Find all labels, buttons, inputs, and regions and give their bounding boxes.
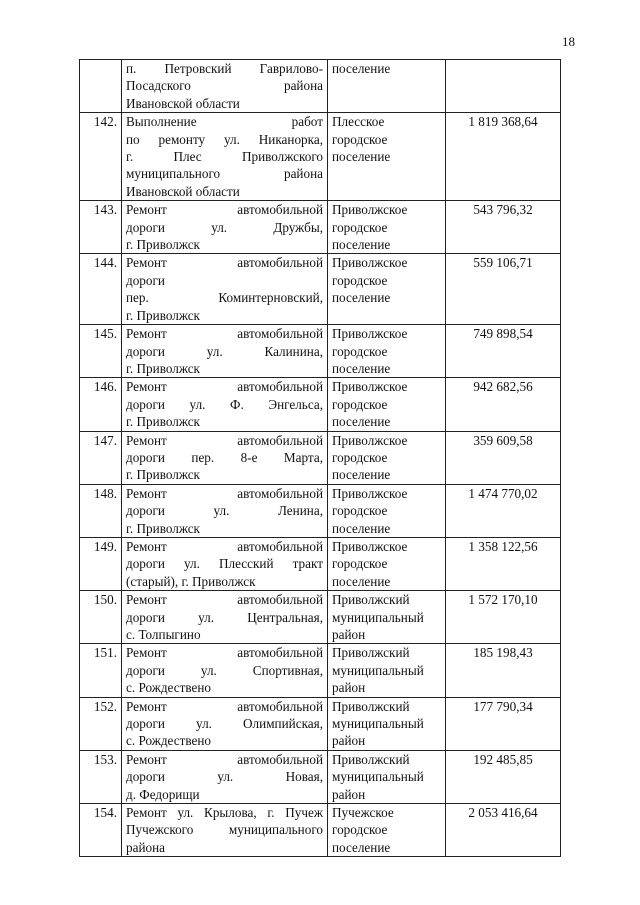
work-description-line: дороги ул. Олимпийская, (126, 716, 323, 732)
row-number: 146. (80, 378, 122, 431)
settlement-cell (328, 60, 446, 113)
settlement-line: поселение (332, 290, 391, 306)
works-table (79, 59, 561, 857)
work-description-line: дороги ул. Ф. Энгельса, (126, 396, 323, 412)
settlement-line: Приволжский (332, 645, 410, 661)
settlement-cell (328, 804, 446, 857)
work-description-cell (122, 591, 328, 644)
settlement-line: Приволжское (332, 326, 408, 342)
table-row (80, 60, 561, 113)
work-description-cell (122, 113, 328, 201)
settlement-line: городское (332, 822, 388, 838)
work-description-line: дороги ул. Плесский тракт (126, 556, 323, 572)
settlement-line: поселение (332, 520, 391, 536)
settlement-line: поселение (332, 360, 391, 376)
amount-cell: 1 358 122,56 (446, 537, 561, 590)
work-description-line: г. Приволжск (126, 467, 200, 483)
settlement-line: городское (332, 556, 388, 572)
work-description-line: г. Приволжск (126, 237, 200, 253)
work-description-line: пер. Коминтерновский, (126, 290, 323, 306)
work-description-line: района (126, 839, 166, 855)
work-description-line: (старый), г. Приволжск (126, 573, 256, 589)
work-description-line: дороги ул. Новая, (126, 769, 323, 785)
settlement-line: район (332, 733, 366, 749)
work-description-line: Выполнение работ (126, 114, 323, 130)
work-description-cell (122, 431, 328, 484)
work-description-line: с. Толпыгино (126, 627, 201, 642)
settlement-line: Приволжское (332, 432, 408, 448)
settlement-cell (328, 254, 446, 325)
settlement-line: Приволжский (332, 751, 410, 767)
table-row (80, 431, 561, 484)
work-description-cell (122, 378, 328, 431)
settlement-line: поселение (332, 149, 391, 165)
settlement-line: муниципальный (332, 609, 424, 625)
work-description-line: дороги ул. Центральная, (126, 609, 323, 625)
table-row (80, 254, 561, 325)
settlement-line: городское (332, 272, 388, 288)
settlement-line: поселение (332, 61, 391, 76)
work-description-line: по ремонту ул. Никанорка, (126, 131, 323, 147)
settlement-cell (328, 537, 446, 590)
amount-cell: 942 682,56 (446, 378, 561, 431)
work-description-cell (122, 201, 328, 254)
work-description-line: Ремонт автомобильной (126, 538, 323, 554)
work-description-line: п. Петровский Гаврилово- (126, 61, 323, 76)
row-number: 142. (80, 113, 122, 201)
settlement-cell (328, 378, 446, 431)
work-description-line: дороги пер. 8-е Марта, (126, 449, 323, 465)
amount-cell: 559 106,71 (446, 254, 561, 325)
settlement-cell (328, 697, 446, 750)
table-row (80, 378, 561, 431)
work-description-cell (122, 254, 328, 325)
table-body (80, 60, 561, 857)
settlement-line: муниципальный (332, 716, 424, 732)
settlement-line: городское (332, 396, 388, 412)
work-description-line: дороги ул. Дружбы, (126, 219, 323, 235)
settlement-line: муниципальный (332, 769, 424, 785)
work-description-line: дороги ул. Ленина, (126, 503, 323, 519)
work-description-line: дороги (126, 272, 165, 288)
amount-cell: 749 898,54 (446, 325, 561, 378)
settlement-line: Приволжское (332, 379, 408, 395)
work-description-line: Ремонт автомобильной (126, 326, 323, 342)
work-description-cell (122, 325, 328, 378)
settlement-line: Приволжское (332, 255, 408, 271)
work-description-line: Посадского района (126, 78, 323, 94)
settlement-line: район (332, 680, 366, 696)
settlement-line: Плесское (332, 114, 385, 130)
row-number: 154. (80, 804, 122, 857)
settlement-line: поселение (332, 573, 391, 589)
settlement-cell (328, 201, 446, 254)
row-number: 144. (80, 254, 122, 325)
settlement-cell (328, 431, 446, 484)
settlement-line: муниципальный (332, 662, 424, 678)
work-description-line: Ремонт автомобильной (126, 592, 323, 608)
work-description-line: Пучежского муниципального (126, 822, 323, 838)
work-description-line: дороги ул. Спортивная, (126, 662, 323, 678)
row-number: 153. (80, 750, 122, 803)
settlement-line: поселение (332, 237, 391, 253)
amount-cell: 1 474 770,02 (446, 484, 561, 537)
work-description-line: муниципального района (126, 166, 323, 182)
row-number: 147. (80, 431, 122, 484)
row-number: 145. (80, 325, 122, 378)
table-row (80, 644, 561, 697)
work-description-line: Ремонт автомобильной (126, 432, 323, 448)
amount-cell: 1 819 368,64 (446, 113, 561, 201)
table-row (80, 804, 561, 857)
work-description-line: Ремонт автомобильной (126, 751, 323, 767)
work-description-line: Ремонт автомобильной (126, 255, 323, 271)
work-description-line: Ремонт автомобильной (126, 698, 323, 714)
row-number: 151. (80, 644, 122, 697)
work-description-line: Ивановской области (126, 183, 240, 199)
work-description-cell (122, 750, 328, 803)
amount-cell: 185 198,43 (446, 644, 561, 697)
table-row (80, 697, 561, 750)
table-row (80, 537, 561, 590)
settlement-line: городское (332, 131, 388, 147)
work-description-cell (122, 804, 328, 857)
settlement-cell (328, 644, 446, 697)
work-description-line: г. Приволжск (126, 307, 200, 323)
settlement-cell (328, 484, 446, 537)
work-description-line: г. Приволжск (126, 414, 200, 430)
work-description-line: г. Приволжск (126, 520, 200, 536)
work-description-line: г. Приволжск (126, 360, 200, 376)
work-description-line: с. Рождествено (126, 680, 211, 696)
work-description-line: д. Федорищи (126, 786, 200, 802)
amount-cell: 177 790,34 (446, 697, 561, 750)
work-description-line: с. Рождествено (126, 733, 211, 749)
work-description-cell (122, 697, 328, 750)
work-description-cell (122, 537, 328, 590)
settlement-line: Приволжское (332, 202, 408, 218)
table-row (80, 201, 561, 254)
work-description-line: Ремонт автомобильной (126, 202, 323, 218)
settlement-line: городское (332, 343, 388, 359)
work-description-line: г. Плес Приволжского (126, 149, 323, 165)
work-description-cell (122, 644, 328, 697)
row-number: 143. (80, 201, 122, 254)
table-row (80, 113, 561, 201)
work-description-line: дороги ул. Калинина, (126, 343, 323, 359)
amount-cell: 359 609,58 (446, 431, 561, 484)
settlement-line: Приволжский (332, 592, 410, 608)
amount-cell: 2 053 416,64 (446, 804, 561, 857)
settlement-cell (328, 591, 446, 644)
work-description-line: Ремонт автомобильной (126, 379, 323, 395)
amount-cell: 192 485,85 (446, 750, 561, 803)
row-number: 148. (80, 484, 122, 537)
settlement-line: Приволжский (332, 698, 410, 714)
work-description-cell (122, 484, 328, 537)
settlement-line: Приволжское (332, 485, 408, 501)
table-row (80, 325, 561, 378)
settlement-line: Пучежское (332, 805, 394, 821)
settlement-line: Приволжское (332, 538, 408, 554)
table-row (80, 591, 561, 644)
settlement-line: район (332, 786, 366, 802)
row-number (80, 60, 122, 113)
amount-cell: 543 796,32 (446, 201, 561, 254)
work-description-line: Ремонт автомобильной (126, 485, 323, 501)
row-number: 152. (80, 697, 122, 750)
work-description-line: Ремонт автомобильной (126, 645, 323, 661)
work-description-cell (122, 60, 328, 113)
amount-cell (446, 60, 561, 113)
settlement-line: поселение (332, 467, 391, 483)
table-row (80, 750, 561, 803)
work-description-line: Ивановской области (126, 95, 240, 111)
settlement-line: район (332, 627, 366, 642)
settlement-cell (328, 325, 446, 378)
amount-cell: 1 572 170,10 (446, 591, 561, 644)
work-description-line: Ремонт ул. Крылова, г. Пучеж (126, 805, 323, 821)
settlement-line: поселение (332, 839, 391, 855)
table-row (80, 484, 561, 537)
settlement-line: городское (332, 503, 388, 519)
row-number: 149. (80, 537, 122, 590)
settlement-line: городское (332, 449, 388, 465)
settlement-cell (328, 113, 446, 201)
settlement-line: поселение (332, 414, 391, 430)
settlement-line: городское (332, 219, 388, 235)
page-number: 18 (562, 34, 575, 49)
settlement-cell (328, 750, 446, 803)
row-number: 150. (80, 591, 122, 644)
